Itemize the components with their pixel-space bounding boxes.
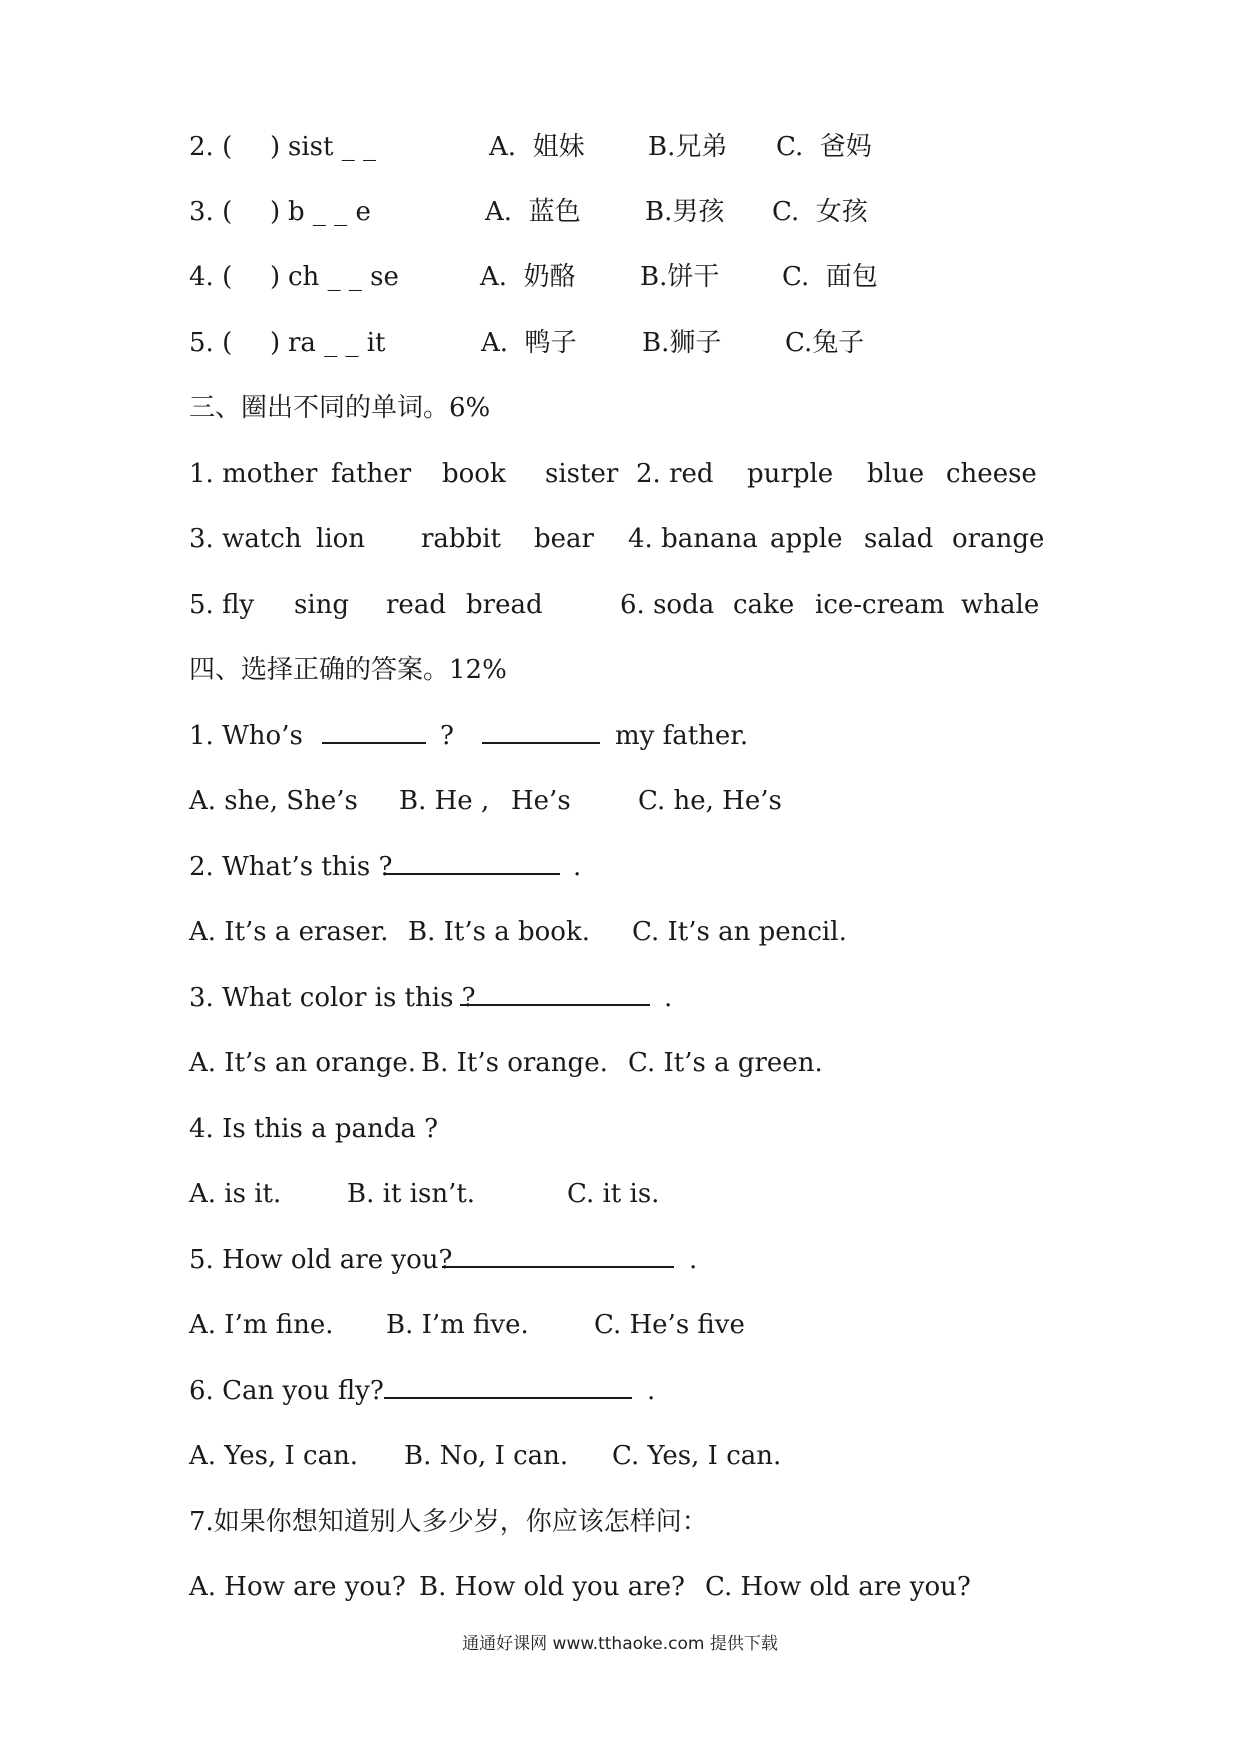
- question-4-options: [0, 1174, 1240, 1214]
- word: bread: [466, 590, 543, 620]
- option-a: A. 奶酪: [480, 262, 576, 292]
- word: purple: [747, 459, 834, 489]
- answer-paren: ): [270, 132, 281, 162]
- question-mark: ?: [440, 721, 454, 751]
- option-c: C. He’s five: [594, 1310, 745, 1340]
- question-5: [0, 1240, 1240, 1280]
- word-blank: ra _ _ it: [288, 328, 386, 358]
- question-number: 5. (: [189, 328, 233, 358]
- word: sister: [545, 459, 619, 489]
- question-text: 3. What color is this ?: [189, 983, 476, 1013]
- question-5-options: [0, 1305, 1240, 1345]
- question-2: [0, 847, 1240, 887]
- answer-blank[interactable]: [460, 978, 650, 1018]
- question-number: 3. (: [189, 197, 233, 227]
- word: cheese: [946, 459, 1037, 489]
- question-text: 4. Is this a panda ?: [189, 1114, 439, 1144]
- option-b: B. I’m five.: [386, 1310, 529, 1340]
- question-6-options: [0, 1436, 1240, 1476]
- match-row-2: [0, 127, 1240, 167]
- word-group-row: [0, 519, 1240, 559]
- match-row-3: [0, 192, 1240, 232]
- word-group-row: [0, 585, 1240, 625]
- answer-blank[interactable]: [442, 1240, 674, 1280]
- option-c: C.兔子: [785, 328, 865, 358]
- period: .: [647, 1376, 656, 1406]
- option-b-cont: He’s: [511, 786, 571, 816]
- question-1-options: [0, 781, 1240, 821]
- answer-blank[interactable]: [322, 716, 426, 756]
- word: orange: [952, 524, 1045, 554]
- answer-blank[interactable]: [482, 716, 600, 756]
- option-c: C. 女孩: [772, 197, 868, 227]
- question-7: [0, 1502, 1240, 1542]
- word: 3. watch: [189, 524, 302, 554]
- word: read: [386, 590, 446, 620]
- word: 1. mother: [189, 459, 318, 489]
- option-b: B.男孩: [645, 197, 725, 227]
- question-text: 6. Can you fly?: [189, 1376, 384, 1406]
- option-a: A. I’m fine.: [189, 1310, 334, 1340]
- option-c: C. it is.: [567, 1179, 660, 1209]
- word: salad: [864, 524, 934, 554]
- option-b: B. No, I can.: [404, 1441, 569, 1471]
- option-a: A. 鸭子: [481, 328, 577, 358]
- word-blank: ch _ _ se: [288, 262, 399, 292]
- period: .: [573, 852, 582, 882]
- question-7-options: [0, 1567, 1240, 1607]
- option-a: A. Yes, I can.: [189, 1441, 359, 1471]
- word: blue: [867, 459, 925, 489]
- option-a: A. is it.: [189, 1179, 282, 1209]
- option-b: B. it isn’t.: [347, 1179, 476, 1209]
- word: rabbit: [421, 524, 501, 554]
- answer-blank[interactable]: [384, 847, 560, 887]
- option-a: A. It’s a eraser.: [189, 917, 389, 947]
- question-3: [0, 978, 1240, 1018]
- word: 6. soda: [620, 590, 715, 620]
- option-a: A. 蓝色: [485, 197, 581, 227]
- option-a: A. she, She’s: [189, 786, 358, 816]
- word: ice-cream: [815, 590, 945, 620]
- option-b: B.狮子: [642, 328, 722, 358]
- question-4: [0, 1109, 1240, 1149]
- option-b: B. It’s orange.: [421, 1048, 608, 1078]
- option-c: C. he, He’s: [638, 786, 782, 816]
- option-a: A. 姐妹: [489, 132, 585, 162]
- word-group-row: [0, 454, 1240, 494]
- option-a: A. It’s an orange.: [189, 1048, 417, 1078]
- question-text: my father.: [615, 721, 749, 751]
- word: lion: [316, 524, 366, 554]
- word: cake: [733, 590, 795, 620]
- section-3-heading: 三、圈出不同的单词。6%: [189, 393, 491, 423]
- match-row-5: [0, 323, 1240, 363]
- period: .: [664, 983, 673, 1013]
- question-3-options: [0, 1043, 1240, 1083]
- question-number: 2. (: [189, 132, 233, 162]
- answer-blank[interactable]: [384, 1371, 632, 1411]
- option-c: C. 爸妈: [776, 132, 872, 162]
- period: .: [689, 1245, 698, 1275]
- section-4-heading: 四、选择正确的答案。12%: [189, 655, 507, 685]
- option-c: C. 面包: [782, 262, 878, 292]
- option-a: A. How are you?: [189, 1572, 406, 1602]
- question-text: 1. Who’s: [189, 721, 303, 751]
- option-b: B. It’s a book.: [408, 917, 590, 947]
- word: apple: [770, 524, 843, 554]
- answer-paren: ): [270, 328, 281, 358]
- word: 4. banana: [628, 524, 758, 554]
- footer-credit: 通通好课网 www.tthaoke.com 提供下载: [462, 1634, 778, 1654]
- question-1: [0, 716, 1240, 756]
- option-c: C. It’s a green.: [628, 1048, 823, 1078]
- question-text: 7.如果你想知道别人多少岁，你应该怎样问：: [189, 1507, 708, 1537]
- option-b: B. How old you are?: [419, 1572, 685, 1602]
- question-2-options: [0, 912, 1240, 952]
- word: sing: [294, 590, 350, 620]
- option-b: B.兄弟: [648, 132, 728, 162]
- word-blank: b _ _ e: [288, 197, 371, 227]
- word: father: [331, 459, 412, 489]
- option-c: C. How old are you?: [705, 1572, 971, 1602]
- option-b: B. He ,: [399, 786, 490, 816]
- question-6: [0, 1371, 1240, 1411]
- word: bear: [534, 524, 594, 554]
- option-c: C. Yes, I can.: [612, 1441, 782, 1471]
- word: 2. red: [636, 459, 714, 489]
- answer-paren: ): [270, 262, 281, 292]
- word: whale: [961, 590, 1040, 620]
- match-row-4: [0, 257, 1240, 297]
- word: book: [442, 459, 506, 489]
- option-c: C. It’s an pencil.: [632, 917, 847, 947]
- answer-paren: ): [270, 197, 281, 227]
- option-b: B.饼干: [640, 262, 720, 292]
- word-blank: sist _ _: [288, 132, 376, 162]
- question-text: 2. What’s this ?: [189, 852, 393, 882]
- question-number: 4. (: [189, 262, 233, 292]
- question-text: 5. How old are you?: [189, 1245, 453, 1275]
- word: 5. fly: [189, 590, 255, 620]
